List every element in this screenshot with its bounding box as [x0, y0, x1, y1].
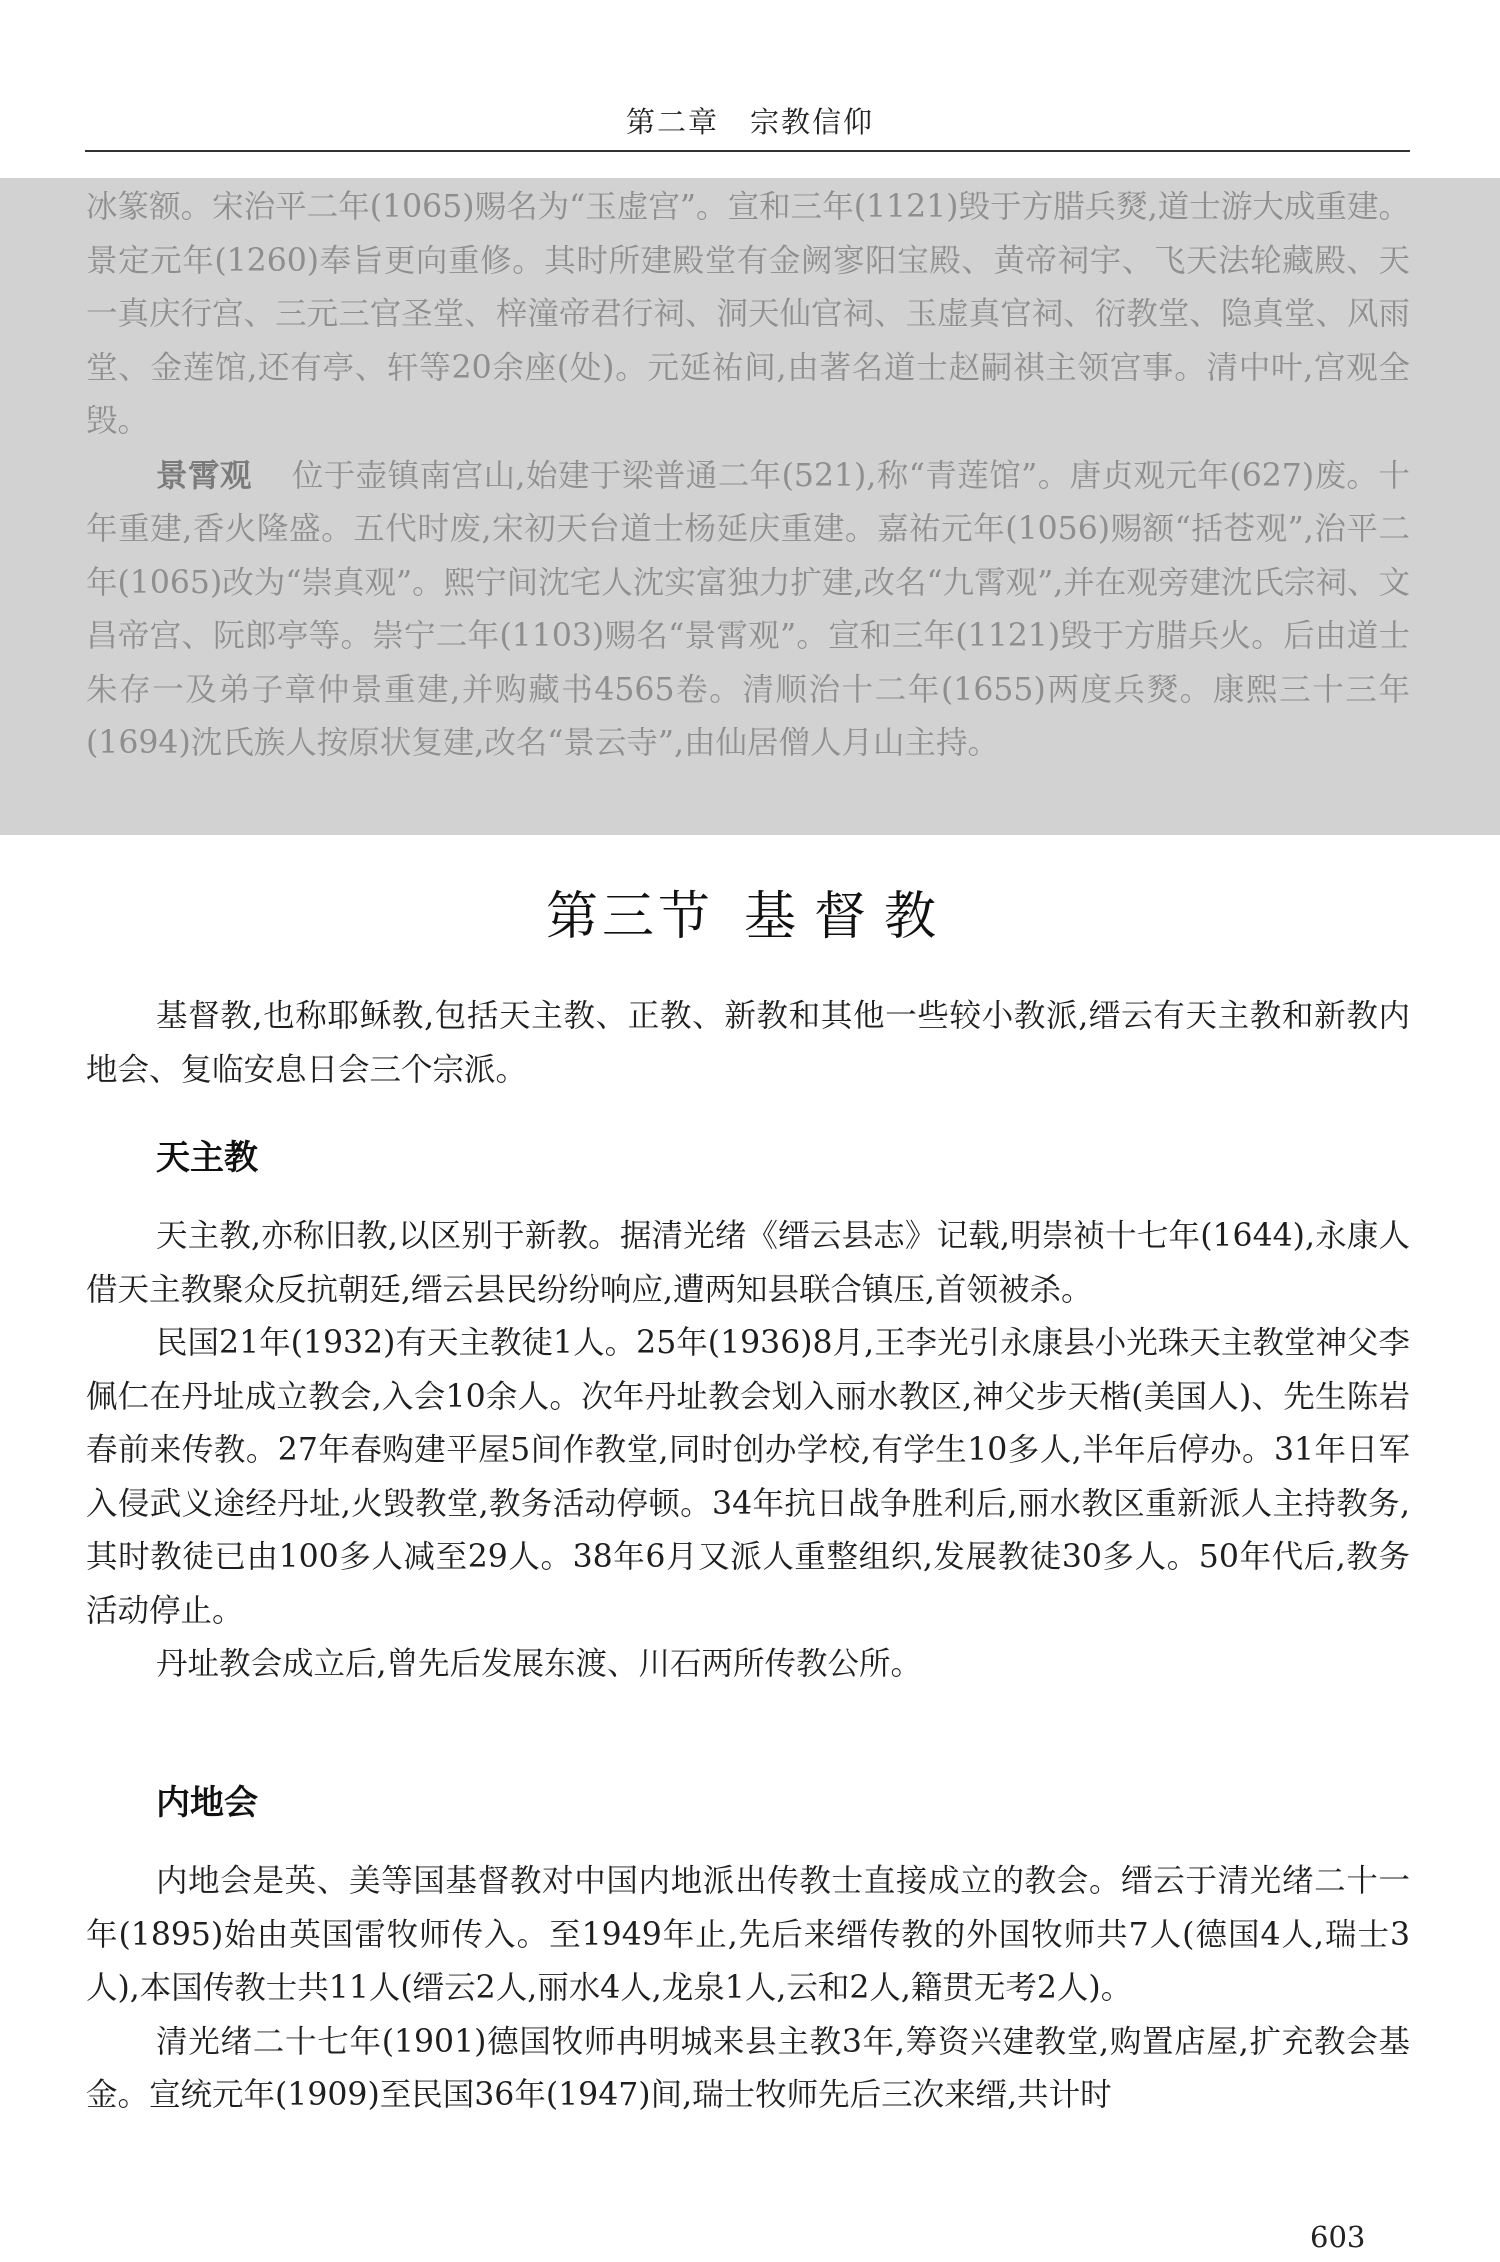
running-header: 第二章 宗教信仰 — [625, 105, 874, 139]
section-name: 基督教 — [744, 887, 955, 947]
section-number: 第三节 — [545, 887, 714, 947]
catholic-text — [86, 1210, 1410, 1692]
catholic-paragraph-2: 民国21年(1932)有天主教徒1人。25年(1936)8月,王李光引永康县小光珠天主教堂神父李佩仁在丹址成立教会,入会10余人。次年丹址教会划入丽水教区,神父步天楷(美国人)、先生陈岩春前来传教。27年春购建平屋5间作教堂,同时创办学校,有学生10多人,半年后停办。31年日军入侵武义途经丹址,火毁教堂,教务活动停顿。34年抗日战争胜利后,丽水教区重新派人主持教务,其时教徒已由100多人减至29人。38年6月又派人重整组织,发展教徒30多人。50年代后,教务活动停止。 — [86, 1325, 1410, 1629]
paragraph-yuxu-palace: 冰篆额。宋治平二年(1065)赐名为“玉虚宫”。宣和三年(1121)毁于方腊兵燹,道士游大成重建。景定元年(1260)奉旨更向重修。其时所建殿堂有金阙寥阳宝殿、黄帝祠宇、飞天法轮藏殿、天一真庆行宫、三元三官圣堂、梓潼帝君行祠、洞天仙官祠、玉虚真官祠、衍教堂、隐真堂、风雨堂、金莲馆,还有亭、轩等20余座(处)。元延祐间,由著名道士赵嗣祺主领宫事。清中叶,宫观全毁。 — [86, 189, 1410, 439]
header-rule — [85, 150, 1410, 152]
section-intro: 基督教,也称耶稣教,包括天主教、正教、新教和其他一些较小教派,缙云有天主教和新教内地会、复临安息日会三个宗派。 — [86, 998, 1410, 1088]
catholic-paragraph-1: 天主教,亦称旧教,以区别于新教。据清光绪《缙云县志》记载,明崇祯十七年(1644),永康人借天主教聚众反抗朝廷,缙云县民纷纷响应,遭两知县联合镇压,首领被杀。 — [86, 1218, 1410, 1308]
paragraph-jingxiao-temple — [86, 449, 1410, 771]
jingxiao-title: 景霄观 — [156, 456, 252, 494]
inland-text — [86, 1855, 1410, 2123]
heading-catholic: 天主教 — [156, 1138, 258, 1178]
catholic-paragraph-3: 丹址教会成立后,曾先后发展东渡、川石两所传教公所。 — [156, 1646, 923, 1682]
page-number: 603 — [1310, 2220, 1366, 2254]
heading-inland-mission: 内地会 — [156, 1783, 258, 1823]
section-title — [0, 874, 1500, 949]
previous-section-text — [86, 181, 1410, 771]
inland-paragraph-1: 内地会是英、美等国基督教对中国内地派出传教士直接成立的教会。缙云于清光绪二十一年(1895)始由英国雷牧师传入。至1949年止,先后来缙传教的外国牧师共7人(德国4人,瑞士3人),本国传教士共11人(缙云2人,丽水4人,龙泉1人,云和2人,籍贯无考2人)。 — [86, 1863, 1410, 2006]
inland-paragraph-2: 清光绪二十七年(1901)德国牧师冉明城来县主教3年,筹资兴建教堂,购置店屋,扩充教会基金。宣统元年(1909)至民国36年(1947)间,瑞士牧师先后三次来缙,共计时 — [86, 2023, 1410, 2113]
jingxiao-body: 位于壶镇南宫山,始建于梁普通二年(521),称“青莲馆”。唐贞观元年(627)废。十年重建,香火隆盛。五代时废,宋初天台道士杨延庆重建。嘉祐元年(1056)赐额“括苍观”,治平二年(1065)改为“崇真观”。熙宁间沈宅人沈实富独力扩建,改名“九霄观”,并在观旁建沈氏宗祠、文昌帝宫、阮郎亭等。崇宁二年(1103)赐名“景霄观”。宣和三年(1121)毁于方腊兵火。后由道士朱存一及弟子章仲景重建,并购藏书4565卷。清顺治十二年(1655)两度兵燹。康熙三十三年(1694)沈氏族人按原状复建,改名“景云寺”,由仙居僧人月山主持。 — [86, 457, 1410, 761]
